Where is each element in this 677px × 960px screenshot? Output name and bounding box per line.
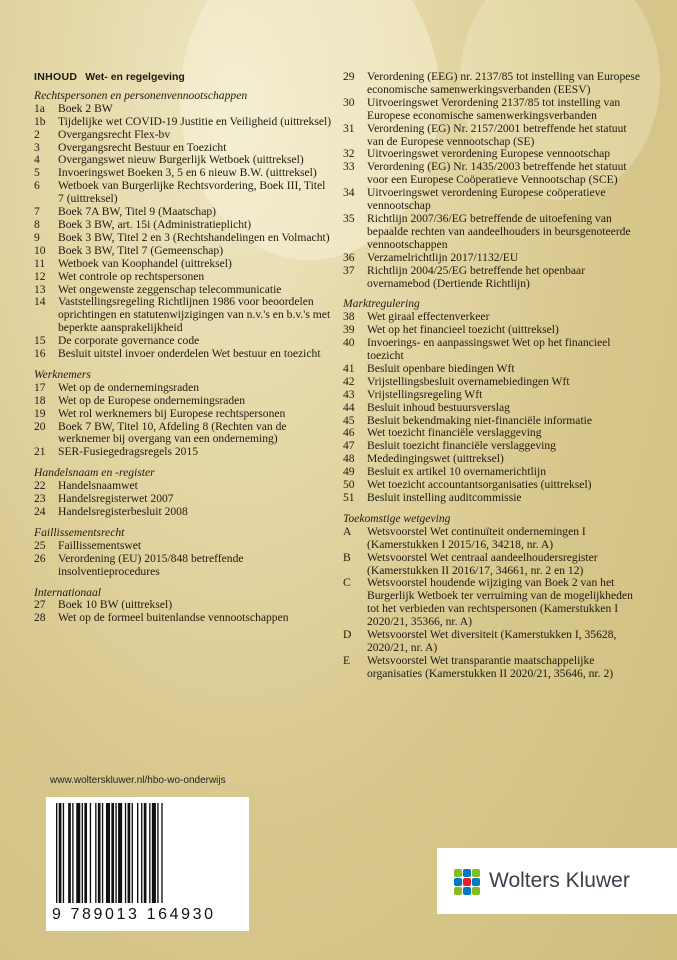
entry-number: 43 <box>343 387 355 401</box>
entry-number: 27 <box>34 598 46 612</box>
toc-entry <box>343 252 643 265</box>
entry-number: 24 <box>34 505 46 518</box>
entry-text: Besluit bekendmaking niet-financiële informatie <box>367 413 593 427</box>
entry-number: 2 <box>34 127 40 141</box>
entry-text: Boek 7 BW, Titel 10, Afdeling 8 (Rechten van de werknemer bij overgang van een onderneming) <box>58 419 287 446</box>
entry-text: Invoerings- en aanpassingswet Wet op het financieel toezicht <box>367 336 611 363</box>
barcode-bar <box>128 803 131 903</box>
toc-entry <box>34 245 334 258</box>
entry-text: Boek 7A BW, Titel 9 (Maatschap) <box>58 205 217 219</box>
entry-text: Verordening (EG) Nr. 2157/2001 betreffende het statuut van de Europese vennootschap (SE) <box>367 121 627 148</box>
entry-text: Besluit inhoud bestuursverslag <box>367 400 510 414</box>
entry-text: Boek 3 BW, Titel 2 en 3 (Rechtshandelingen en Volmacht) <box>58 230 330 244</box>
entry-number: 21 <box>34 445 46 459</box>
entry-text: Wetsvoorstel Wet continuïteit ondernemingen I (Kamerstukken I 2015/16, 34218, nr. A) <box>367 524 586 551</box>
entry-number: 45 <box>343 413 355 427</box>
entry-text: Wet toezicht financiële verslaggeving <box>367 426 542 440</box>
publisher-logo <box>437 848 677 914</box>
entry-text: Uitvoeringswet Verordening 2137/85 tot instelling van Europese economische samenwerkingsverbanden <box>367 95 621 122</box>
section-title: Rechtspersonen en personenvennootschappen <box>34 88 248 102</box>
barcode-bar <box>106 803 110 903</box>
toc-entry <box>343 492 643 505</box>
entry-text: Wet op de Europese ondernemingsraden <box>58 393 246 407</box>
entry-text: Faillissementswet <box>58 538 142 552</box>
entry-text: Overgangswet nieuw Burgerlijk Wetboek (uittreksel) <box>58 153 304 167</box>
barcode-bar <box>149 803 150 903</box>
entry-text: Wetboek van Koophandel (uittreksel) <box>58 256 232 270</box>
section-title: Internationaal <box>34 585 101 599</box>
entry-text: Besluit openbare biedingen Wft <box>367 361 515 375</box>
entry-number: 49 <box>343 465 355 479</box>
entry-number: B <box>343 550 351 564</box>
toc-entry <box>34 180 334 206</box>
entry-text: Wet op de ondernemingsraden <box>58 380 200 394</box>
toc-entry <box>34 103 334 116</box>
entry-number: 17 <box>34 380 46 394</box>
toc-section <box>34 527 334 579</box>
entry-number: 18 <box>34 393 46 407</box>
toc-entry <box>34 506 334 519</box>
barcode-bar <box>157 803 158 903</box>
entry-text: Boek 2 BW <box>58 101 113 115</box>
barcode-bar <box>144 803 147 903</box>
logo-text: Wolters Kluwer <box>489 869 630 892</box>
toc-entry <box>343 389 643 402</box>
barcode-bar <box>98 803 101 903</box>
section-title: Marktregulering <box>343 297 420 311</box>
entry-number: 33 <box>343 160 355 174</box>
toc-entry <box>34 219 334 232</box>
toc-entry <box>34 296 334 335</box>
section-title: Toekomstige wetgeving <box>343 511 451 525</box>
toc-section <box>34 467 334 519</box>
toc-entry <box>343 161 643 187</box>
entry-text: Wet op het financieel toezicht (uittreksel) <box>367 323 559 337</box>
entry-number: 40 <box>343 336 355 350</box>
entry-text: Boek 10 BW (uittreksel) <box>58 598 173 612</box>
toc-section <box>34 90 334 361</box>
barcode-bar <box>56 803 57 903</box>
entry-number: 34 <box>343 186 355 200</box>
entry-text: Handelsregisterbesluit 2008 <box>58 505 188 518</box>
entry-number: 16 <box>34 347 46 361</box>
entry-number: 4 <box>34 153 40 167</box>
entry-text: Richtlijn 2007/36/EG betreffende de uitoefening van bepaalde rechten van aandeelhouders in beursgenoteerde vennootschappen <box>367 211 631 251</box>
barcode-bar <box>90 803 91 903</box>
entry-text: Boek 3 BW, art. 15i (Administratieplicht) <box>58 217 252 231</box>
toc-entry <box>343 376 643 389</box>
toc-section <box>343 71 643 290</box>
entry-text: Overgangsrecht Flex-bv <box>58 127 171 141</box>
toc-entry <box>34 553 334 579</box>
entry-number: 29 <box>343 70 355 83</box>
barcode-bar <box>141 803 142 903</box>
entry-number: 36 <box>343 250 355 264</box>
entry-text: Handelsregisterwet 2007 <box>58 492 174 506</box>
entry-text: Wet giraal effectenverkeer <box>367 310 490 324</box>
entry-text: Wetsvoorstel houdende wijziging van Boek 2 van het Burgerlijk Wetboek ter verruiming van de mogelijkheden tot het verbieden van rechtspersonen (Kamerstukken I 2020/21, 35366, nr. A) <box>367 576 633 629</box>
barcode-bar <box>84 803 87 903</box>
barcode-bar <box>152 803 156 903</box>
toc-entry <box>343 363 643 376</box>
toc-entry <box>34 116 334 129</box>
entry-text: Wetsvoorstel Wet centraal aandeelhoudersregister (Kamerstukken II 2016/17, 34661, nr. 2 en 12) <box>367 550 598 577</box>
barcode-bar <box>118 803 122 903</box>
entry-text: SER-Fusiegedragsregels 2015 <box>58 445 199 459</box>
toc-entry <box>34 348 334 361</box>
entry-text: Besluit toezicht financiële verslaggeving <box>367 439 556 453</box>
entry-text: Besluit instelling auditcommissie <box>367 491 522 504</box>
entry-number: 25 <box>34 538 46 552</box>
entry-number: 19 <box>34 406 46 420</box>
entry-number: 14 <box>34 295 46 309</box>
entry-number: 39 <box>343 323 355 337</box>
section-title: Handelsnaam en -register <box>34 466 155 480</box>
barcode <box>46 797 249 931</box>
barcode-bar <box>161 803 162 903</box>
toc-entry <box>34 129 334 142</box>
entry-number: 51 <box>343 491 355 504</box>
entry-number: D <box>343 628 352 642</box>
entry-text: Uitvoeringswet verordening Europese coöperatieve vennootschap <box>367 186 606 213</box>
barcode-bar <box>82 803 83 903</box>
entry-text: Besluit ex artikel 10 overnamerichtlijn <box>367 465 547 479</box>
entry-number: 3 <box>34 140 40 154</box>
toc-section <box>343 298 643 505</box>
barcode-bar <box>76 803 80 903</box>
entry-number: 12 <box>34 269 46 283</box>
entry-text: Wet controle op rechtspersonen <box>58 269 205 283</box>
entry-number: 44 <box>343 400 355 414</box>
entry-text: De corporate governance code <box>58 334 200 348</box>
wolters-kluwer-logo-icon <box>451 866 483 898</box>
entry-number: 15 <box>34 334 46 348</box>
entry-number: E <box>343 653 351 667</box>
entry-text: Wet op de formeel buitenlandse vennootschappen <box>58 611 289 625</box>
entry-text: Tijdelijke wet COVID-19 Justitie en Veiligheid (uittreksel) <box>58 114 332 128</box>
entry-text: Mededingingswet (uittreksel) <box>367 452 504 466</box>
toc-entry <box>34 421 334 447</box>
toc-entry <box>34 540 334 553</box>
barcode-bars <box>56 803 239 903</box>
entry-number: 41 <box>343 361 355 375</box>
entry-text: Wetsvoorstel Wet diversiteit (Kamerstukken I, 35628, 2020/21, nr. A) <box>367 628 617 654</box>
entry-text: Handelsnaamwet <box>58 479 138 493</box>
entry-number: 1b <box>34 114 46 128</box>
contents-label: INHOUD <box>34 71 78 83</box>
entry-text: Wet toezicht accountantsorganisaties (uittreksel) <box>367 478 592 492</box>
toc-entry <box>34 271 334 284</box>
entry-text: Verzamelrichtlijn 2017/1132/EU <box>367 250 519 264</box>
entry-number: 35 <box>343 211 355 225</box>
barcode-bar <box>68 803 71 903</box>
entry-text: Wet rol werknemers bij Europese rechtspersonen <box>58 406 286 420</box>
toc-entry <box>343 265 643 291</box>
toc-entry <box>343 552 643 578</box>
barcode-bar <box>59 803 62 903</box>
entry-number: 38 <box>343 310 355 324</box>
toc-section <box>34 369 334 459</box>
left-column <box>34 71 334 633</box>
entry-number: 1a <box>34 101 45 115</box>
entry-text: Wetboek van Burgerlijke Rechtsvordering, Boek III, Titel 7 (uittreksel) <box>58 179 326 206</box>
right-sections <box>343 71 643 681</box>
toc-section <box>34 587 334 626</box>
entry-number: 6 <box>34 179 40 193</box>
left-sections <box>34 90 334 625</box>
barcode-bar <box>111 803 114 903</box>
toc-section <box>343 513 643 681</box>
toc-entry <box>343 655 643 681</box>
toc-entry <box>34 382 334 395</box>
right-column <box>343 71 643 689</box>
entry-text: Besluit uitstel invoer onderdelen Wet bestuur en toezicht <box>58 347 321 361</box>
entry-text: Wet ongewenste zeggenschap telecommunicatie <box>58 282 282 296</box>
entry-number: 26 <box>34 551 46 565</box>
barcode-bar <box>63 803 64 903</box>
entry-text: Vaststellingsregeling Richtlijnen 1986 voor beoordelen oprichtingen en statutenwijzigingen van n.v.'s en b.v.'s met beperkte aansprakelijkheid <box>58 295 331 335</box>
entry-text: Verordening (EU) 2015/848 betreffende insolventieprocedures <box>58 551 244 578</box>
entry-number: 5 <box>34 166 40 180</box>
entry-text: Verordening (EG) Nr. 1435/2003 betreffende het statuut voor een Europese Coöperatieve Vennootschap (SCE) <box>367 160 627 187</box>
entry-number: 37 <box>343 263 355 277</box>
entry-number: 46 <box>343 426 355 440</box>
entry-number: 28 <box>34 611 46 625</box>
entry-number: 42 <box>343 374 355 388</box>
barcode-bar <box>102 803 103 903</box>
toc-entry <box>343 187 643 213</box>
entry-number: 7 <box>34 205 40 219</box>
entry-text: Overgangsrecht Bestuur en Toezicht <box>58 140 227 154</box>
entry-number: C <box>343 576 351 590</box>
entry-text: Richtlijn 2004/25/EG betreffende het openbaar overnamebod (Dertiende Richtlijn) <box>367 263 586 290</box>
barcode-bar <box>132 803 133 903</box>
toc-entry <box>34 446 334 459</box>
entry-number: 31 <box>343 121 355 135</box>
entry-number: 32 <box>343 147 355 161</box>
entry-number: 22 <box>34 479 46 493</box>
toc-entry <box>34 612 334 625</box>
entry-number: 23 <box>34 492 46 506</box>
entry-number: 30 <box>343 95 355 109</box>
entry-number: 8 <box>34 217 40 231</box>
entry-text: Vrijstellingsbesluit overnamebiedingen Wft <box>367 374 570 388</box>
toc-entry <box>343 337 643 363</box>
entry-text: Wetsvoorstel Wet transparantie maatschappelijke organisaties (Kamerstukken II 2020/21, 35646, nr. 2) <box>367 653 614 680</box>
toc-entry <box>343 123 643 149</box>
website-url[interactable]: www.wolterskluwer.nl/hbo-wo-onderwijs <box>50 775 226 786</box>
section-title: Werknemers <box>34 367 91 381</box>
toc-entry <box>343 213 643 252</box>
entry-number: 10 <box>34 243 46 257</box>
entry-number: 20 <box>34 419 46 433</box>
entry-number: A <box>343 524 352 538</box>
entry-text: Verordening (EEG) nr. 2137/85 tot instelling van Europese economische samenwerkingsverbanden (EESV) <box>367 70 641 96</box>
barcode-bar <box>137 803 138 903</box>
toc-entry <box>343 97 643 123</box>
toc-entry <box>34 395 334 408</box>
toc-entry <box>34 232 334 245</box>
entry-number: 9 <box>34 230 40 244</box>
contents-title: Wet- en regelgeving <box>85 71 185 83</box>
toc-entry <box>343 577 643 629</box>
entry-number: 48 <box>343 452 355 466</box>
toc-entry <box>343 402 643 415</box>
toc-entry <box>34 258 334 271</box>
toc-entry <box>343 629 643 655</box>
entry-text: Invoeringswet Boeken 3, 5 en 6 nieuw B.W. (uittreksel) <box>58 166 317 180</box>
toc-entry <box>343 71 643 97</box>
toc-entry <box>34 408 334 421</box>
barcode-bar <box>125 803 126 903</box>
entry-number: 13 <box>34 282 46 296</box>
barcode-bar <box>95 803 96 903</box>
entry-text: Boek 3 BW, Titel 7 (Gemeenschap) <box>58 243 224 257</box>
toc-entry <box>343 526 643 552</box>
barcode-bar <box>115 803 116 903</box>
contents-heading <box>34 71 334 84</box>
section-title: Faillissementsrecht <box>34 525 125 539</box>
entry-number: 50 <box>343 478 355 492</box>
entry-number: 47 <box>343 439 355 453</box>
barcode-bar <box>72 803 73 903</box>
entry-text: Uitvoeringswet verordening Europese vennootschap <box>367 147 611 161</box>
entry-number: 11 <box>34 256 46 270</box>
isbn-number: 9 789013 164930 <box>52 906 216 923</box>
entry-text: Vrijstellingsregeling Wft <box>367 387 483 401</box>
